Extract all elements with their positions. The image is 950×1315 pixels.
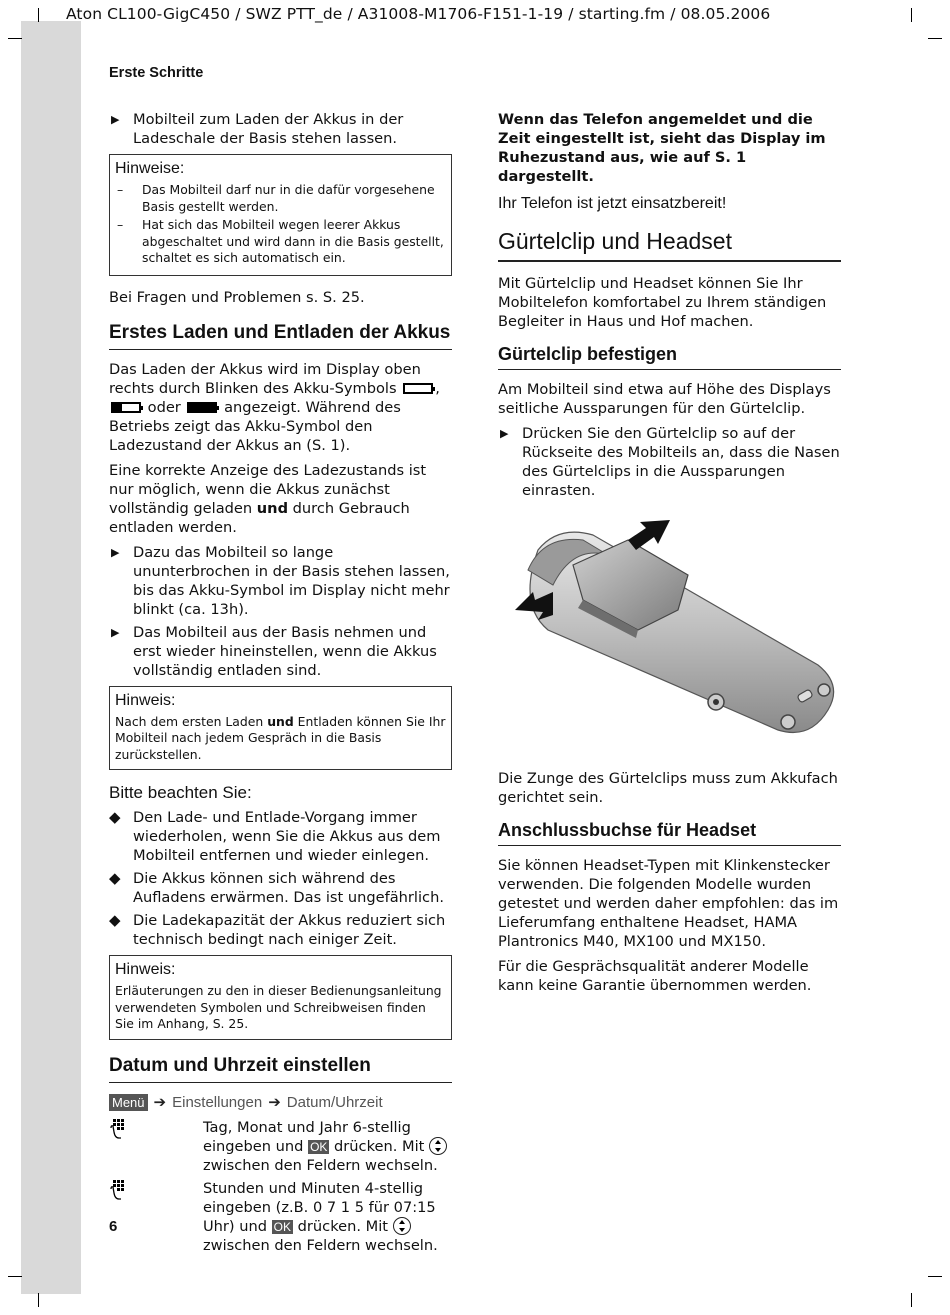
- page-margin-bar: [21, 21, 81, 1294]
- tongue-text: Die Zunge des Gürtelclips muss zum Akkufach gerichtet sein.: [498, 770, 838, 806]
- step-time: [109, 1179, 452, 1255]
- note-title: Hinweise:: [115, 160, 185, 177]
- heading-socket: Anschlussbuchse für Headset: [498, 819, 841, 846]
- battery-low-icon: [111, 402, 141, 413]
- ready-text: Ihr Telefon ist jetzt einsatzbereit!: [498, 195, 727, 212]
- nav-key-icon: [393, 1217, 411, 1235]
- note-box-symbols: [109, 955, 452, 1040]
- battery-full-icon: [187, 402, 217, 413]
- keypad-icon: [109, 1118, 127, 1140]
- ok-key: OK: [273, 1219, 292, 1234]
- arrow-indicator-left: [515, 592, 553, 620]
- heading-attach: Gürtelclip befestigen: [498, 343, 841, 370]
- clip-intro: Mit Gürtelclip und Headset können Sie Ihr Mobiltelefon komfortabel zu Ihrem ständigen Begleiter in Haus und Hof machen.: [498, 275, 827, 330]
- triangle-bullet-icon: ▶: [500, 427, 509, 440]
- note-text: Nach dem ersten Laden und Entladen können Sie Ihr Mobilteil nach jedem Gespräch in die Basis zurückstellen.: [115, 713, 446, 762]
- arrow-indicator-top: [628, 520, 670, 550]
- attach-bullet: ▶ Drücken Sie den Gürtelclip so auf der Rückseite des Mobilteils an, dass die Nasen des Gürtelclips in die Aussparungen einrasten.: [500, 425, 840, 499]
- menu-item-date-time: Datum/Uhrzeit: [286, 1093, 383, 1111]
- menu-path: [109, 1093, 452, 1112]
- crop-mark: [911, 8, 912, 22]
- step-date: [109, 1118, 452, 1175]
- section-label: Erste Schritte: [109, 65, 204, 81]
- triangle-bullet-icon: ▶: [111, 545, 120, 559]
- diamond-bullet-icon: ◆: [109, 869, 121, 887]
- questions-text: Bei Fragen und Problemen s. S. 25.: [109, 288, 365, 306]
- step-time-text: Stunden und Minuten 4-stellig eingeben (z.B. 0 7 1 5 für 07:15 Uhr) und OK drücken. Mit zwischen den Feldern wechseln.: [203, 1179, 438, 1254]
- attention-item: ◆ Die Ladekapazität der Akkus reduziert sich technisch bedingt nach einiger Zeit.: [109, 911, 446, 948]
- crop-mark: [911, 1293, 912, 1307]
- step-date-text: Tag, Monat und Jahr 6-stellig eingeben und OK drücken. Mit zwischen den Feldern wechseln.: [203, 1118, 452, 1175]
- crop-mark: [8, 1276, 22, 1277]
- triangle-bullet-icon: ▶: [111, 113, 120, 126]
- note-item: – Hat sich das Mobilteil wegen leerer Akkus abgeschaltet und wird dann in die Basis gestellt, schaltet es sich automatisch ein.: [117, 217, 444, 265]
- menu-key: Menü: [109, 1094, 148, 1111]
- charge-bullet: ▶ Das Mobilteil aus der Basis nehmen und erst wieder hineinstellen, wenn die Akkus vollständig entladen sind.: [111, 623, 437, 679]
- ok-key: OK: [310, 1139, 328, 1154]
- socket-text: Sie können Headset-Typen mit Klinkenstecker verwenden. Die folgenden Modelle wurden getestet und werden daher empfohlen: das im Lieferumfang enthaltene Headset, HAMA Plantronics M40, MX100 und MX150.: [498, 857, 839, 950]
- note-title: Hinweis:: [115, 691, 176, 709]
- crop-mark: [928, 1276, 942, 1277]
- right-column: [498, 110, 841, 1001]
- intro-bullet: ▶ Mobilteil zum Laden der Akkus in der Ladeschale der Basis stehen lassen.: [111, 111, 404, 147]
- arrow-right-icon: ➔: [268, 1093, 281, 1111]
- document-header: Aton CL100-GigC450 / SWZ PTT_de / A31008-M1706-F151-1-19 / starting.fm / 08.05.2006: [66, 5, 771, 23]
- battery-empty-icon: [403, 383, 433, 394]
- crop-mark: [928, 38, 942, 39]
- handset-belt-clip-illustration: [498, 510, 841, 760]
- crop-mark: [38, 8, 39, 22]
- charge-bullet: ▶ Dazu das Mobilteil so lange ununterbrochen in der Basis stehen lassen, bis das Akku-Symbol im Display nicht mehr blinkt (ca. 13h).: [111, 543, 450, 618]
- page-number: 6: [109, 1218, 118, 1235]
- note-box-first-charge: [109, 686, 452, 771]
- note-box-hints: [109, 154, 452, 276]
- charge-paragraph-2: Eine korrekte Anzeige des Ladezustands ist nur möglich, wenn die Akkus zunächst vollständig geladen und durch Gebrauch entladen werden.: [109, 461, 427, 536]
- note-item: – Das Mobilteil darf nur in die dafür vorgesehene Basis gestellt werden.: [117, 182, 435, 214]
- charge-paragraph-1: Das Laden der Akkus wird im Display oben rechts durch Blinken des Akku-Symbols , oder angezeigt. Während des Betriebs zeigt das Akku-Symbol den Ladezustand der Akkus an (S. 1).: [109, 360, 440, 454]
- quality-text: Für die Gesprächsqualität anderer Modelle kann keine Garantie übernommen werden.: [498, 958, 812, 994]
- nav-key-icon: [429, 1137, 447, 1155]
- attention-title: Bitte beachten Sie:: [109, 783, 252, 802]
- note-text: Erläuterungen zu den in dieser Bedienungsanleitung verwendeten Symbolen und Schreibweisen finden Sie im Anhang, S. 25.: [115, 983, 442, 1031]
- diamond-bullet-icon: ◆: [109, 911, 121, 929]
- crop-mark: [38, 1293, 39, 1307]
- attention-item: ◆ Den Lade- und Entlade-Vorgang immer wiederholen, wenn Sie die Akkus aus dem Mobilteil entfernen und wieder einlegen.: [109, 808, 441, 864]
- diamond-bullet-icon: ◆: [109, 808, 121, 826]
- heading-charge: Erstes Laden und Entladen der Akkus: [109, 321, 452, 350]
- registered-text: Wenn das Telefon angemeldet und die Zeit eingestellt ist, sieht das Display im Ruhezustand aus, wie auf S. 1 dargestellt.: [498, 111, 826, 185]
- left-column: [109, 110, 452, 1259]
- triangle-bullet-icon: ▶: [111, 625, 120, 639]
- menu-item-settings: Einstellungen: [172, 1093, 263, 1111]
- arrow-right-icon: ➔: [153, 1093, 167, 1111]
- crop-mark: [8, 38, 22, 39]
- note-title: Hinweis:: [115, 961, 176, 978]
- heading-date: Datum und Uhrzeit einstellen: [109, 1054, 452, 1083]
- heading-clip: Gürtelclip und Headset: [498, 227, 841, 262]
- attach-text: Am Mobilteil sind etwa auf Höhe des Displays seitliche Aussparungen für den Gürtelclip.: [498, 381, 831, 417]
- attention-item: ◆ Die Akkus können sich während des Aufladens erwärmen. Das ist ungefährlich.: [109, 869, 444, 906]
- keypad-icon: [109, 1179, 127, 1201]
